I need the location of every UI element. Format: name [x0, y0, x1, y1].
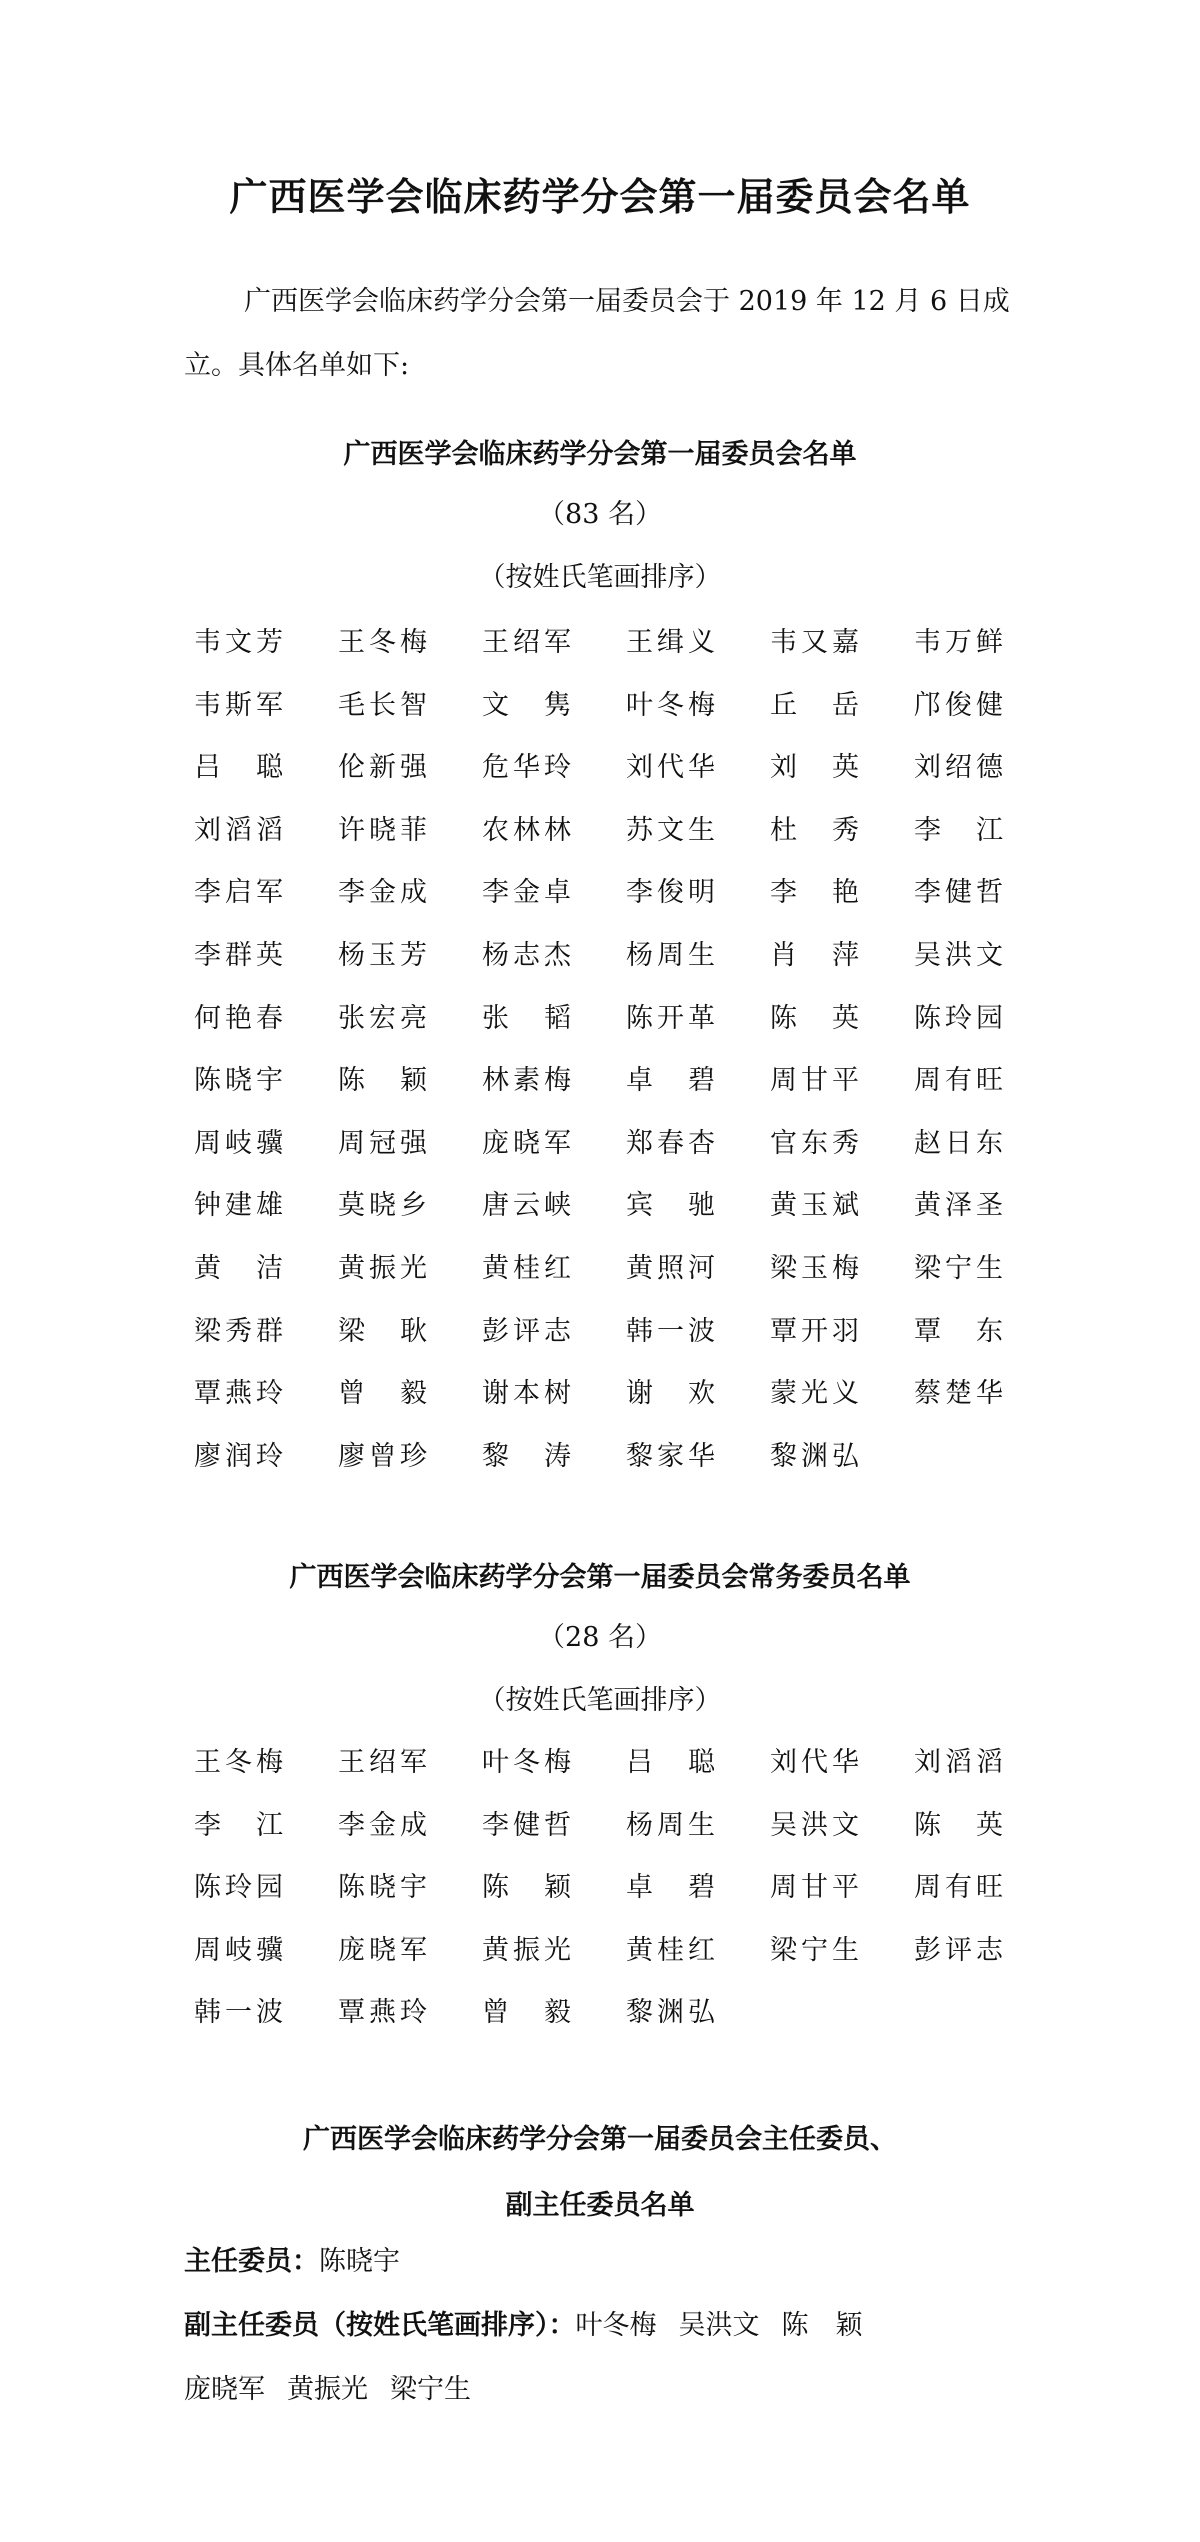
committee-member-name: 黄 洁 [194, 1252, 287, 1284]
committee-order-note: （按姓氏笔画排序） [478, 562, 722, 593]
standing-committee-title: 广西医学会临床药学分会第一届委员会常务委员名单 [289, 1562, 911, 1593]
committee-member-name: 林素梅 [482, 1065, 575, 1097]
committee-member-name: 覃 东 [914, 1315, 1007, 1347]
committee-member-name: 肖 萍 [770, 939, 863, 971]
committee-member-name: 梁玉梅 [770, 1252, 863, 1284]
standing-member-name: 陈 颖 [482, 1872, 575, 1904]
committee-member-name: 黄泽圣 [914, 1190, 1007, 1222]
committee-member-name: 刘滔滔 [194, 814, 287, 846]
committee-member-name: 叶冬梅 [626, 689, 719, 721]
committee-member-name: 李 江 [914, 814, 1007, 846]
standing-committee-count: （28 名） [538, 1622, 662, 1653]
committee-member-name: 李 艳 [770, 877, 863, 909]
vice-chair-name: 梁宁生 [390, 2374, 471, 2405]
standing-committee-order-note: （按姓氏笔画排序） [478, 1685, 722, 1716]
standing-member-name: 韩一波 [194, 1997, 287, 2029]
committee-member-name: 刘 英 [770, 752, 863, 784]
vice-chair-name: 陈 颖 [781, 2310, 863, 2341]
committee-member-name: 覃燕玲 [194, 1378, 287, 1410]
standing-member-name: 黎渊弘 [626, 1997, 719, 2029]
leaders-title-line2: 副主任委员名单 [505, 2190, 695, 2221]
committee-member-name: 李金卓 [482, 877, 575, 909]
standing-member-name: 周有旺 [914, 1872, 1007, 1904]
committee-member-name: 陈 颖 [338, 1065, 431, 1097]
leaders-title-line1: 广西医学会临床药学分会第一届委员会主任委员、 [303, 2124, 897, 2155]
committee-member-name: 刘绍德 [914, 752, 1007, 784]
committee-member-name: 伦新强 [338, 752, 431, 784]
committee-member-name: 谢 欢 [626, 1378, 719, 1410]
standing-member-name: 刘滔滔 [914, 1747, 1007, 1778]
committee-member-name: 张宏亮 [338, 1002, 431, 1034]
vice-chair-label: 副主任委员（按姓氏笔画排序）： [184, 2310, 576, 2341]
chair-line [184, 2242, 1014, 2282]
committee-member-name: 钟建雄 [194, 1190, 287, 1222]
standing-member-name: 李健哲 [482, 1809, 575, 1841]
committee-member-name: 赵日东 [914, 1127, 1007, 1159]
committee-member-name: 黄桂红 [482, 1252, 575, 1284]
committee-member-name: 蔡楚华 [914, 1378, 1007, 1410]
committee-member-name: 王冬梅 [338, 627, 431, 658]
committee-member-name: 陈玲园 [914, 1002, 1007, 1034]
committee-member-name: 邝俊健 [914, 689, 1007, 721]
committee-member-name: 许晓菲 [338, 814, 431, 846]
committee-member-name: 梁宁生 [914, 1252, 1007, 1284]
committee-member-name: 杨志杰 [482, 939, 575, 971]
committee-member-name: 彭评志 [482, 1315, 575, 1347]
committee-member-name: 黄振光 [338, 1252, 431, 1284]
committee-member-name: 黎家华 [626, 1440, 719, 1472]
chair-name: 陈晓宇 [319, 2246, 400, 2277]
vice-chair-line2 [184, 2370, 1014, 2410]
committee-member-name: 庞晓军 [482, 1127, 575, 1159]
committee-member-name: 黄玉斌 [770, 1190, 863, 1222]
committee-member-name: 宾 驰 [626, 1190, 719, 1222]
intro-paragraph: 广西医学会临床药学分会第一届委员会于 2019 年 12 月 6 日成立。具体名单如下: [184, 286, 1010, 381]
committee-member-name: 王缉义 [626, 627, 719, 658]
standing-member-name: 吕 聪 [626, 1747, 719, 1778]
committee-title: 广西医学会临床药学分会第一届委员会名单 [343, 439, 857, 470]
committee-member-name: 廖曾珍 [338, 1440, 431, 1472]
committee-member-name: 张 韬 [482, 1002, 575, 1034]
committee-member-name: 吴洪文 [914, 939, 1007, 971]
committee-member-name: 文 隽 [482, 689, 575, 721]
committee-member-name: 黎 涛 [482, 1440, 575, 1472]
committee-member-name: 危华玲 [482, 752, 575, 784]
standing-member-name: 覃燕玲 [338, 1997, 431, 2029]
committee-member-name: 陈晓宇 [194, 1065, 287, 1097]
committee-member-name: 梁秀群 [194, 1315, 287, 1347]
committee-member-name: 苏文生 [626, 814, 719, 846]
committee-member-name: 李金成 [338, 877, 431, 909]
committee-member-name: 官东秀 [770, 1127, 863, 1159]
committee-member-name: 韦斯军 [194, 689, 287, 721]
committee-member-name: 莫晓乡 [338, 1190, 431, 1222]
committee-member-name: 陈 英 [770, 1002, 863, 1034]
committee-member-name: 谢本树 [482, 1378, 575, 1410]
committee-member-name: 韩一波 [626, 1315, 719, 1347]
committee-member-name: 覃开羽 [770, 1315, 863, 1347]
standing-member-name: 王绍军 [338, 1747, 431, 1778]
committee-member-name: 卓 碧 [626, 1065, 719, 1097]
committee-member-name: 毛长智 [338, 689, 431, 721]
committee-member-name: 李启军 [194, 877, 287, 909]
committee-member-name: 梁 耿 [338, 1315, 431, 1347]
standing-member-name: 吴洪文 [770, 1809, 863, 1841]
standing-member-name: 杨周生 [626, 1809, 719, 1841]
committee-member-name: 周冠强 [338, 1127, 431, 1159]
vice-chair-name: 叶冬梅 [575, 2310, 657, 2341]
committee-member-name: 农林林 [482, 814, 575, 846]
committee-member-name: 刘代华 [626, 752, 719, 784]
standing-member-name: 陈玲园 [194, 1872, 287, 1904]
committee-member-name: 周甘平 [770, 1065, 863, 1097]
standing-member-name: 庞晓军 [338, 1934, 431, 1966]
committee-member-name: 韦又嘉 [770, 627, 863, 658]
committee-member-name: 蒙光义 [770, 1378, 863, 1410]
standing-member-name: 李 江 [194, 1809, 287, 1841]
committee-member-name: 李俊明 [626, 877, 719, 909]
committee-member-name: 廖润玲 [194, 1440, 287, 1472]
committee-member-name: 韦万鲜 [914, 627, 1007, 658]
standing-member-name: 周岐骥 [194, 1934, 287, 1966]
committee-member-name: 郑春杏 [626, 1127, 719, 1159]
standing-member-name: 叶冬梅 [482, 1747, 575, 1778]
committee-member-name: 唐云峡 [482, 1190, 575, 1222]
committee-member-name: 丘 岳 [770, 689, 863, 721]
committee-member-name: 李健哲 [914, 877, 1007, 909]
committee-member-name: 何艳春 [194, 1002, 287, 1034]
committee-member-name: 韦文芳 [194, 627, 287, 658]
committee-member-name: 曾 毅 [338, 1378, 431, 1410]
vice-chair-line1 [184, 2306, 1014, 2346]
standing-member-name: 刘代华 [770, 1747, 863, 1778]
standing-member-name: 陈 英 [914, 1809, 1007, 1841]
committee-member-name: 王绍军 [482, 627, 575, 658]
standing-member-name: 周甘平 [770, 1872, 863, 1904]
vice-chair-name: 庞晓军 [184, 2374, 265, 2405]
committee-member-name: 杨周生 [626, 939, 719, 971]
document-title: 广西医学会临床药学分会第一届委员会名单 [229, 175, 971, 219]
standing-members-grid [194, 1740, 1024, 2053]
committee-member-name: 周有旺 [914, 1065, 1007, 1097]
standing-member-name: 李金成 [338, 1809, 431, 1841]
chair-label: 主任委员： [184, 2246, 319, 2277]
standing-member-name: 梁宁生 [770, 1934, 863, 1966]
committee-member-name: 吕 聪 [194, 752, 287, 784]
committee-members-grid [194, 620, 1024, 1496]
standing-member-name: 陈晓宇 [338, 1872, 431, 1904]
standing-member-name: 黄振光 [482, 1934, 575, 1966]
vice-chair-name: 吴洪文 [678, 2310, 760, 2341]
committee-member-name: 黄照河 [626, 1252, 719, 1284]
vice-chair-name: 黄振光 [287, 2374, 368, 2405]
standing-member-name: 王冬梅 [194, 1747, 287, 1778]
committee-member-name: 李群英 [194, 939, 287, 971]
committee-member-name: 周岐骥 [194, 1127, 287, 1159]
committee-member-name: 杨玉芳 [338, 939, 431, 971]
standing-member-name: 黄桂红 [626, 1934, 719, 1966]
committee-count: （83 名） [538, 499, 662, 530]
standing-member-name: 曾 毅 [482, 1997, 575, 2029]
committee-member-name: 黎渊弘 [770, 1440, 863, 1472]
standing-member-name: 彭评志 [914, 1934, 1007, 1966]
committee-member-name: 杜 秀 [770, 814, 863, 846]
standing-member-name: 卓 碧 [626, 1872, 719, 1904]
committee-member-name: 陈开革 [626, 1002, 719, 1034]
